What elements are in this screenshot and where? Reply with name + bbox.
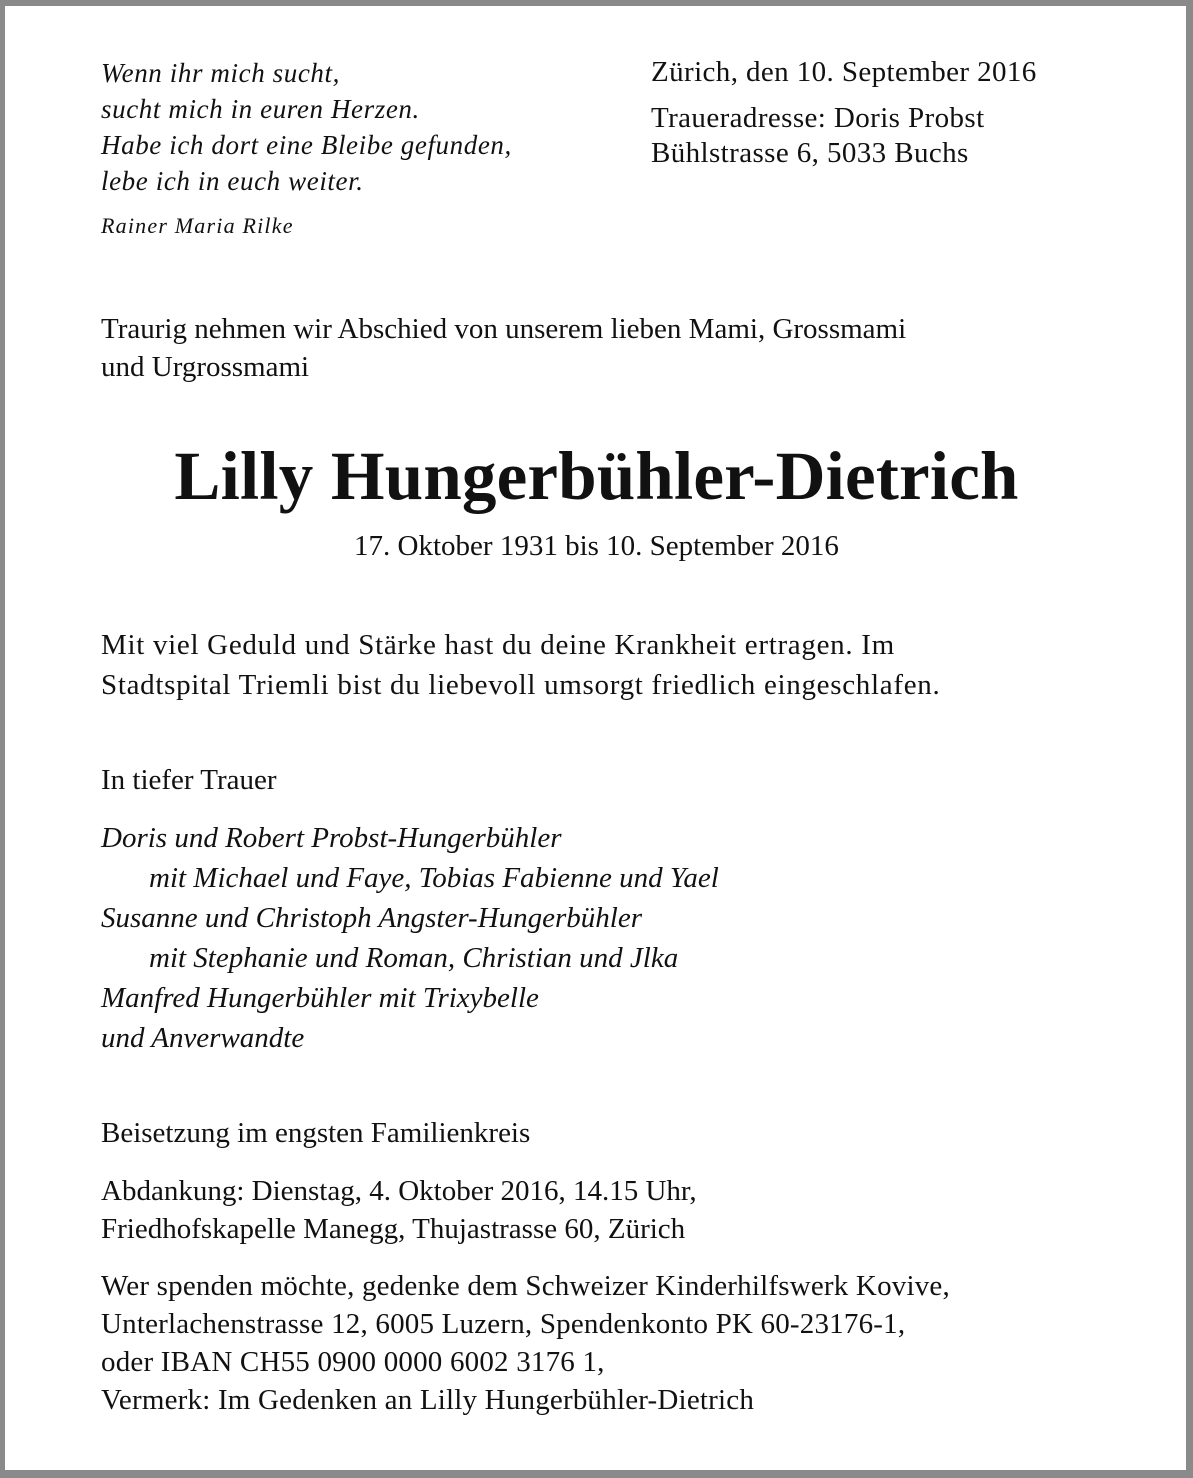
intro-line: und Urgrossmami: [101, 351, 310, 383]
mourner-line: Manfred Hungerbühler mit Trixybelle: [101, 982, 539, 1014]
poem-author: Rainer Maria Rilke: [101, 213, 294, 238]
burial-note: Beisetzung im engsten Familienkreis: [101, 1117, 531, 1149]
intro-text: [101, 310, 906, 386]
donation-line: Unterlachenstrasse 12, 6005 Luzern, Spendenkonto PK 60-23176-1,: [101, 1308, 906, 1340]
mourning-heading: In tiefer Trauer: [101, 764, 277, 796]
donation-line: Wer spenden möchte, gedenke dem Schweizer Kinderhilfswerk Kovive,: [101, 1270, 950, 1302]
service-line: Abdankung: Dienstag, 4. Oktober 2016, 14.15 Uhr,: [101, 1175, 697, 1207]
poem-line: sucht mich in euren Herzen.: [101, 94, 420, 124]
mourner-line: mit Stephanie und Roman, Christian und Jlka: [149, 942, 679, 974]
poem: [101, 55, 512, 199]
life-dates: 17. Oktober 1931 bis 10. September 2016: [354, 530, 839, 562]
service-details: [101, 1172, 697, 1248]
donation-line: Vermerk: Im Gedenken an Lilly Hungerbühler-Dietrich: [101, 1384, 755, 1416]
mourner-line: Doris und Robert Probst-Hungerbühler: [101, 822, 562, 854]
poem-line: lebe ich in euch weiter.: [101, 166, 364, 196]
donation-line: oder IBAN CH55 0900 0000 6002 3176 1,: [101, 1346, 605, 1378]
mourner-line: und Anverwandte: [101, 1022, 305, 1054]
place-date: Zürich, den 10. September 2016: [651, 56, 1037, 88]
address-line: Traueradresse: Doris Probst: [651, 102, 985, 134]
tribute-text: [101, 625, 940, 705]
mourning-address: [651, 101, 985, 171]
donation-details: [101, 1267, 950, 1419]
tribute-line: Mit viel Geduld und Stärke hast du deine Krankheit ertragen. Im: [101, 629, 895, 661]
deceased-name: Lilly Hungerbühler-Dietrich: [174, 438, 1019, 514]
service-line: Friedhofskapelle Manegg, Thujastrasse 60, Zürich: [101, 1213, 686, 1245]
poem-line: Wenn ihr mich sucht,: [101, 58, 340, 88]
mourners-list: [101, 818, 719, 1058]
address-line: Bühlstrasse 6, 5033 Buchs: [651, 137, 969, 169]
poem-line: Habe ich dort eine Bleibe gefunden,: [101, 130, 512, 160]
mourner-line: mit Michael und Faye, Tobias Fabienne und Yael: [149, 862, 719, 894]
mourner-line: Susanne und Christoph Angster-Hungerbühler: [101, 902, 643, 934]
intro-line: Traurig nehmen wir Abschied von unserem lieben Mami, Grossmami: [101, 313, 907, 345]
tribute-line: Stadtspital Triemli bist du liebevoll umsorgt friedlich eingeschlafen.: [101, 669, 941, 701]
